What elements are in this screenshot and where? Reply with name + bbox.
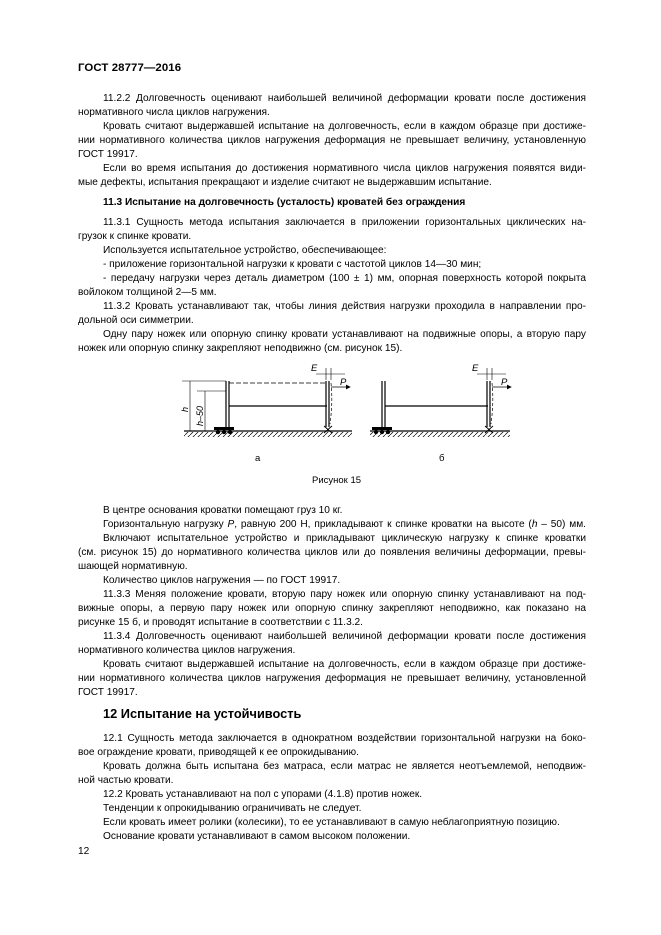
paragraph-line: 11.3.4 Долговечность оценивают наибольшей величиной деформации кровати после достижения [103,631,586,642]
paragraph-line: 11.3.2 Кровать устанавливают так, чтобы линия действия нагрузки проходила в направлении про- [103,301,586,312]
label-h-50: h–50 [195,405,205,426]
sub-caption-a: а [255,453,261,464]
paragraph-line: 11.2.2 Долговечность оценивают наибольшей величиной деформации кровати после достижения [103,93,586,104]
paragraph-line: ной частью кровати. [78,775,174,786]
paragraph-line: ножек или опорную спинку закрепляют неподвижно (см. рисунок 15). [78,343,403,354]
section-heading-12: 12 Испытание на устойчивость [103,706,302,721]
paragraph-line: Одну пару ножек или опорную спинку кровати устанавливают на подвижные опоры, а вторую пару [103,329,586,340]
paragraph-line: вое ограждение кровати, приводящей к ее опрокидыванию. [78,747,359,758]
paragraph-line: 11.3.1 Сущность метода испытания заключается в приложении горизонтальных циклических на- [103,217,586,228]
label-E-b: E [472,363,479,374]
paragraph-line: 11.3.3 Меняя положение кровати, вторую пару ножек или опорную спинку устанавливают на под- [103,589,586,600]
paragraph-line: грузок к спинке кровати. [78,231,192,242]
paragraph-line: Количество циклов нагружения — по ГОСТ 19917. [103,575,341,586]
paragraph-line: ГОСТ 19917. [78,149,138,160]
paragraph-line: 12.1 Сущность метода заключается в однократном воздействии горизонтальной нагрузки на боко- [103,733,586,744]
list-item: - приложение горизонтальной нагрузки к кровати с частотой циклов 14—30 мин; [103,259,482,270]
paragraph-line: Кровать должна быть испытана без матраса, если матрас не является неотъемлемой, неподвиж- [103,761,586,772]
figure-caption: Рисунок 15 [312,475,362,486]
list-item: - передачу нагрузки через деталь диаметром (100 ± 1) мм, опорная поверхность которой покрыта [103,273,586,284]
paragraph-line: Если кровать имеет ролики (колесики), то ее устанавливают в самую неблагоприятную позицию. [103,817,560,828]
paragraph-line: Тенденции к опрокидыванию ограничивать не следует. [103,803,362,814]
label-P-b: P [501,377,508,388]
paragraph-line: нормативного количества циклов нагружения. [78,645,296,656]
paragraph-line: рисунке 15 б, и проводят испытание в соответствии с 11.3.2. [78,617,363,628]
document-header: ГОСТ 28777—2016 [78,62,182,74]
paragraph-line: 12.2 Кровать устанавливают на пол с упорами (4.1.8) против ножек. [103,789,423,800]
paragraph-line: дольной оси симметрии. [78,315,194,326]
paragraph-line: Кровать считают выдержавшей испытание на долговечность, если в каждом образце при достиже- [103,121,586,132]
label-h: h [180,406,190,412]
label-E-a: E [311,363,318,374]
diagram-b [370,368,511,437]
paragraph-line: Горизонтальную нагрузку P, равную 200 Н, прикладывают к спинке кроватки на высоте (h – 50) мм. [103,519,586,530]
paragraph-line: ГОСТ 19917. [78,687,138,698]
paragraph-line: В центре основания кроватки помещают груз 10 кг. [103,505,343,516]
paragraph-line: мые дефекты, испытания прекращают и изделие считают не выдержавшим испытание. [78,177,492,188]
section-heading-11-3: 11.3 Испытание на долговечность (усталость) кроватей без ограждения [103,197,466,208]
paragraph-line: Основание кровати устанавливают в самом высоком положении. [103,831,411,842]
sub-caption-b: б [439,453,445,464]
paragraph-line: Если во время испытания до достижения нормативного числа циклов нагружения появятся види- [103,163,586,174]
paragraph-line: шающей нормативную. [78,561,188,572]
paragraph-line: войлоком толщиной 2—5 мм. [78,287,217,298]
paragraph-line: нии нормативного количества циклов нагружения деформация не превышает величину, установленной [78,673,586,684]
page-number: 12 [78,846,90,857]
paragraph-line: нормативного числа циклов нагружения. [78,107,270,118]
diagram-a [182,368,352,437]
paragraph-line: (см. рисунок 15) до нормативного количества циклов или до появления величины деформации, превы- [78,547,586,558]
paragraph-line: вижные опоры, а первую пару ножек или опорную спинку закрепляют неподвижно, как показано на [78,603,586,614]
label-P-a: P [340,377,347,388]
paragraph-line: Кровать считают выдержавшей испытание на долговечность, если в каждом образце при достиже- [103,659,586,670]
paragraph-line: Используется испытательное устройство, обеспечивающее: [103,245,387,256]
paragraph-line: нии нормативного количества циклов нагружения деформация не превышает величину, установленную [78,135,586,146]
paragraph-line: Включают испытательное устройство и прикладывают циклическую нагрузку к спинке кроватки [103,533,586,544]
